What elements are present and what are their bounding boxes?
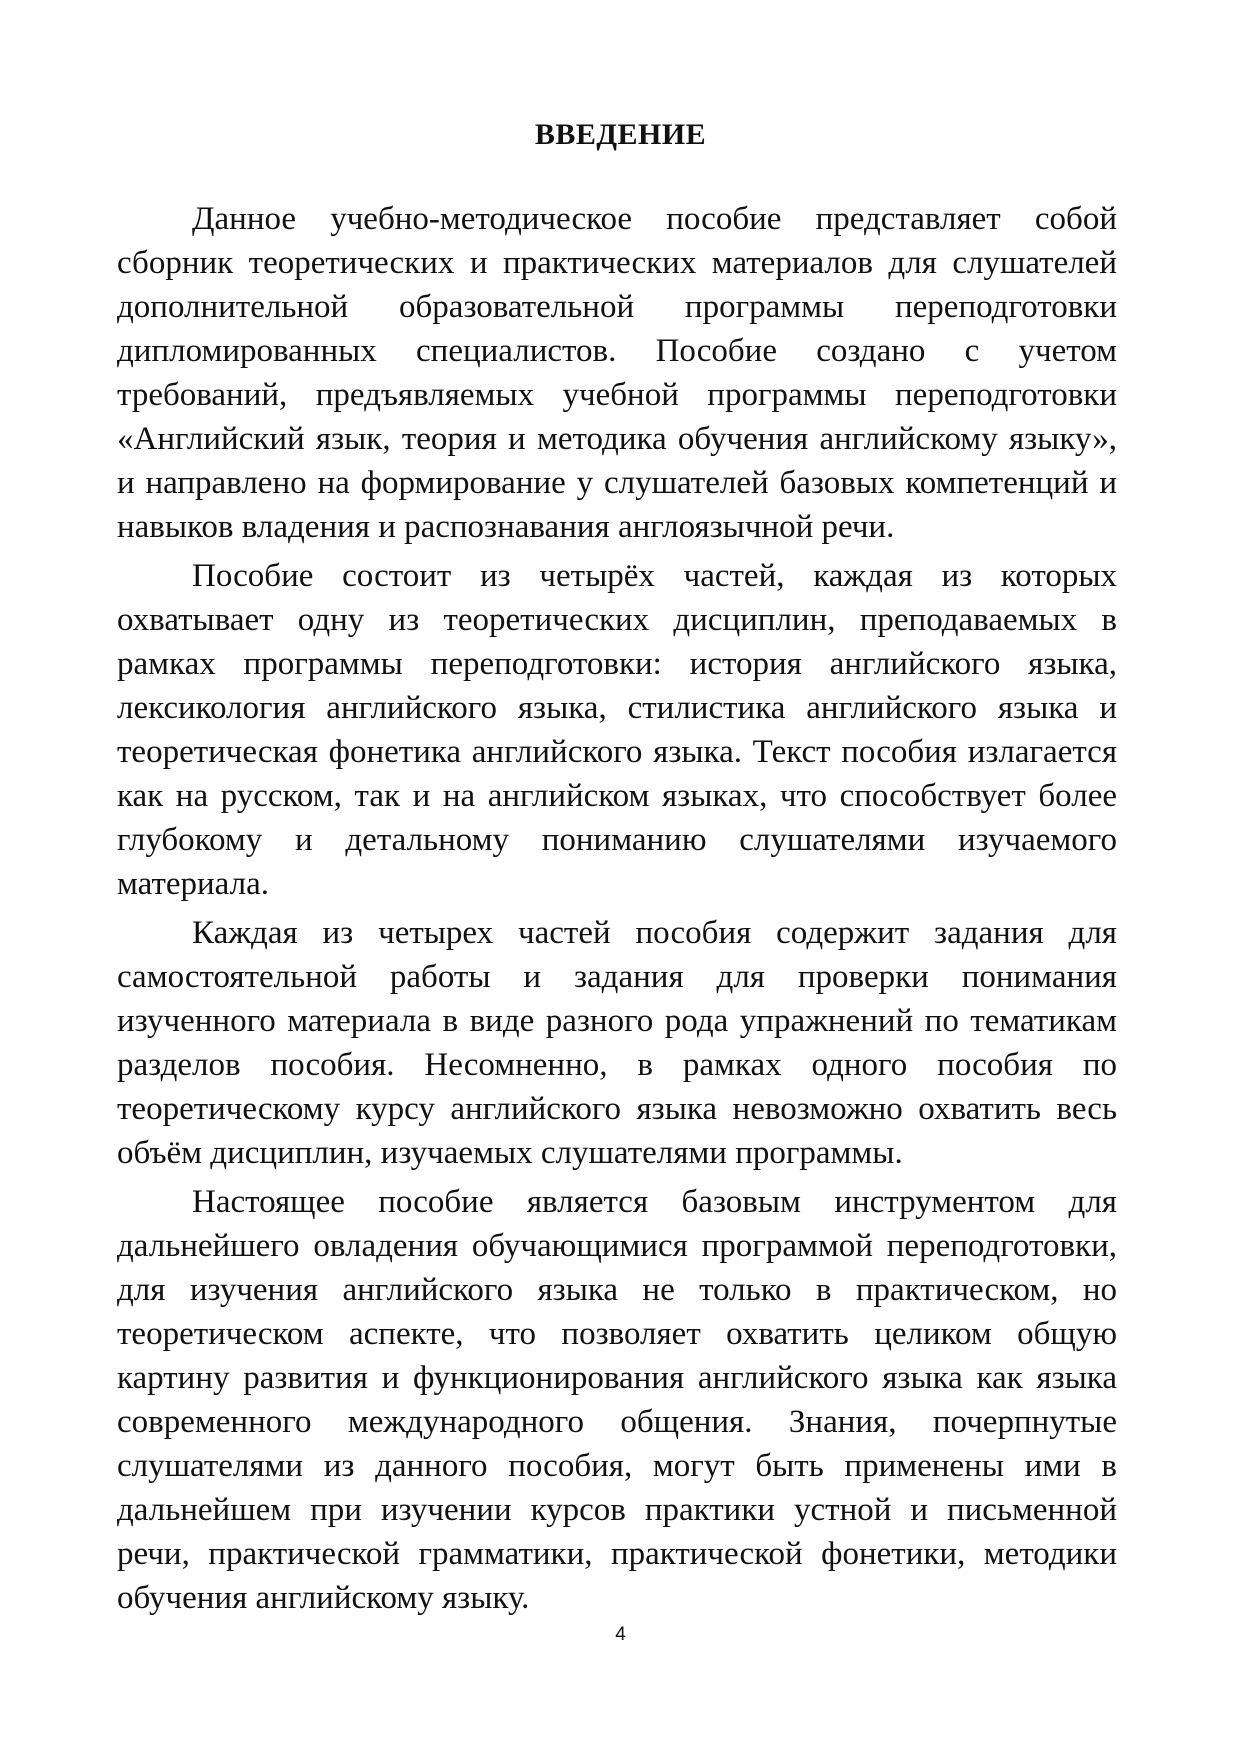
paragraph-2: Пособие состоит из четырёх частей, каждая из которых охватывает одну из теоретических дисциплин, преподаваемых в рамках программы переподготовки: история английского языка, лексикология английского языка, стилистика английского языка и теоретическая фонетика английского языка. Текст пособия излагается как на русском, так и на английском языках, что способствует более глубокому и детальному пониманию слушателями изучаемого материала. bbox=[117, 558, 1117, 902]
body-text bbox=[117, 197, 1117, 1620]
paragraph-4: Настоящее пособие является базовым инструментом для дальнейшего овладения обучающимися программой переподготовки, для изучения английского языка не только в практическом, но теоретическом аспекте, что позволяет охватить целиком общую картину развития и функционирования английского языка как языка современного международного общения. Знания, почерпнутые слушателями из данного пособия, могут быть применены ими в дальнейшем при изучении курсов практики устной и письменной речи, практической грамматики, практической фонетики, методики обучения английскому языку. bbox=[117, 1184, 1117, 1616]
paragraph-1: Данное учебно-методическое пособие представляет собой сборник теоретических и практических материалов для слушателей дополнительной образовательной программы переподготовки дипломированных специалистов. Пособие создано с учетом требований, предъявляемых учебной программы переподготовки «Английский язык, теория и методика обучения английскому языку», и направлено на формирование у слушателей базовых компетенций и навыков владения и распознавания англоязычной речи. bbox=[117, 201, 1117, 545]
page-number: 4 bbox=[615, 1624, 626, 1645]
section-heading: ВВЕДЕНИЕ bbox=[534, 118, 707, 151]
paragraph-3: Каждая из четырех частей пособия содержит задания для самостоятельной работы и задания для проверки понимания изученного материала в виде разного рода упражнений по тематикам разделов пособия. Несомненно, в рамках одного пособия по теоретическому курсу английского языка невозможно охватить весь объём дисциплин, изучаемых слушателями программы. bbox=[117, 915, 1117, 1171]
